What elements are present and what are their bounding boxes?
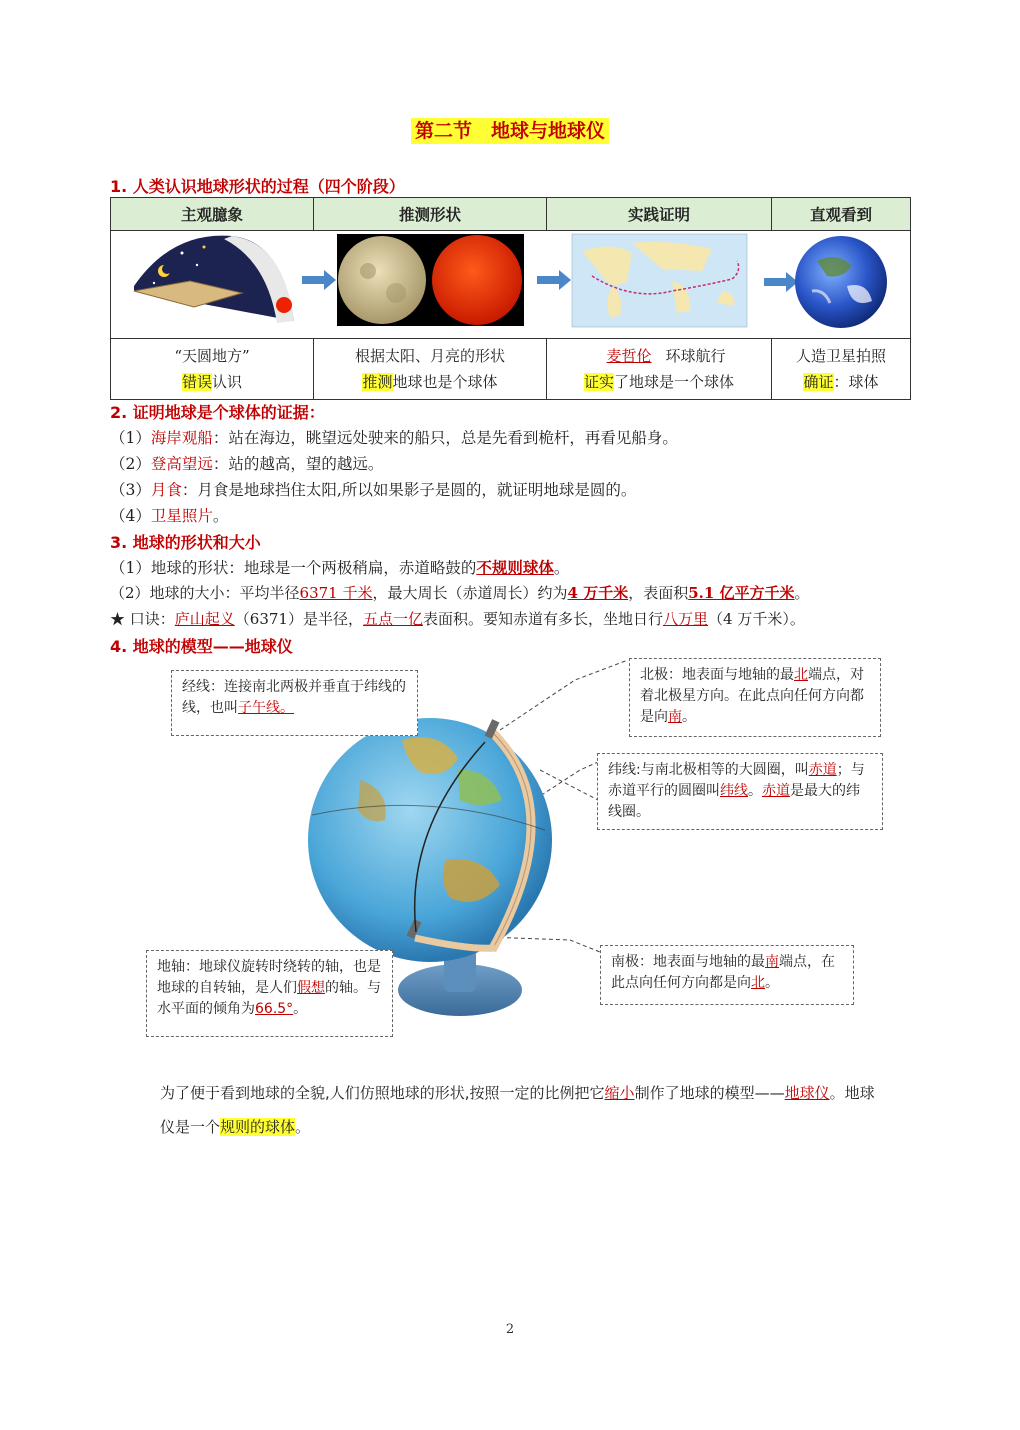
earth-photo — [795, 236, 887, 328]
meridian-callout: 经线：连接南北两极并垂直于纬线的线，也叫子午线。 — [171, 670, 418, 736]
evidence-item: （2）登高望远：站的越高，望的越远。 — [110, 455, 384, 473]
axis-callout: 地轴：地球仪旋转时绕转的轴，也是地球的自转轴，是人们假想的轴。与水平面的倾角为66.5°。 — [146, 950, 393, 1037]
dome-illustration — [134, 236, 294, 323]
summary-paragraph: 为了便于看到地球的全貌,人们仿照地球的形状,按照一定的比例把它缩小制作了地球的模型——地球仪。地球仪是一个规则的球体。 — [160, 1084, 875, 1136]
parallel-callout: 纬线:与南北极相等的大圆圈，叫赤道；与赤道平行的圆圈叫纬线。赤道是最大的纬线圈。 — [597, 753, 883, 830]
voyage-map — [572, 234, 747, 327]
arrow-icon — [537, 270, 571, 290]
arrow-icon — [764, 272, 798, 292]
moon-image — [338, 236, 426, 324]
sun-image — [432, 235, 522, 325]
stages-illustration — [112, 231, 910, 334]
evidence-item: （4）卫星照片。 — [110, 507, 229, 525]
section4-heading: 4. 地球的模型——地球仪 — [110, 637, 293, 656]
section3-heading: 3. 地球的形状和大小 — [110, 533, 261, 552]
evidence-item: （1）海岸观船：站在海边，眺望远处驶来的船只，总是先看到桅杆，再看见船身。 — [110, 429, 678, 447]
caption-cell: 人造卫星拍照 确证：球体 — [772, 339, 911, 400]
table-caption-row — [111, 339, 911, 400]
page-number: 2 — [505, 1322, 515, 1337]
south-pole-callout: 南极：地表面与地轴的最南端点，在此点向任何方向都是向北。 — [600, 945, 854, 1005]
header-cell: 推测形状 — [314, 198, 547, 231]
caption-cell: 麦哲伦 环球航行 证实了地球是一个球体 — [547, 339, 772, 400]
size-line: （2）地球的大小：平均半径6371 千米，最大周长（赤道周长）约为4 万千米，表面积5.1 亿平方千米。 — [110, 584, 810, 602]
table-image-row — [111, 231, 911, 339]
page-title: 第二节 地球与地球仪 — [0, 116, 1020, 143]
stages-table — [110, 197, 911, 400]
arrow-icon — [302, 270, 336, 290]
mnemonic-line: ★ 口诀：庐山起义（6371）是半径，五点一亿表面积。要知赤道有多长，坐地日行八万里（4 万千米）。 — [110, 610, 805, 628]
section1-heading: 1. 人类认识地球形状的过程（四个阶段） — [110, 177, 405, 196]
section2-heading: 2. 证明地球是个球体的证据： — [110, 403, 325, 422]
caption-cell: 根据太阳、月亮的形状 推测地球也是个球体 — [314, 339, 547, 400]
shape-line: （1）地球的形状：地球是一个两极稍扁，赤道略鼓的不规则球体。 — [110, 558, 570, 577]
header-cell: 直观看到 — [772, 198, 911, 231]
table-header-row — [111, 198, 911, 231]
caption-cell: “天圆地方” 错误认识 — [111, 339, 314, 400]
evidence-item: （3）月食：月食是地球挡住太阳,所以如果影子是圆的，就证明地球是圆的。 — [110, 481, 637, 499]
header-cell: 主观臆象 — [111, 198, 314, 231]
north-pole-callout: 北极：地表面与地轴的最北端点，对着北极星方向。在此点向任何方向都是向南。 — [629, 658, 881, 737]
header-cell: 实践证明 — [547, 198, 772, 231]
